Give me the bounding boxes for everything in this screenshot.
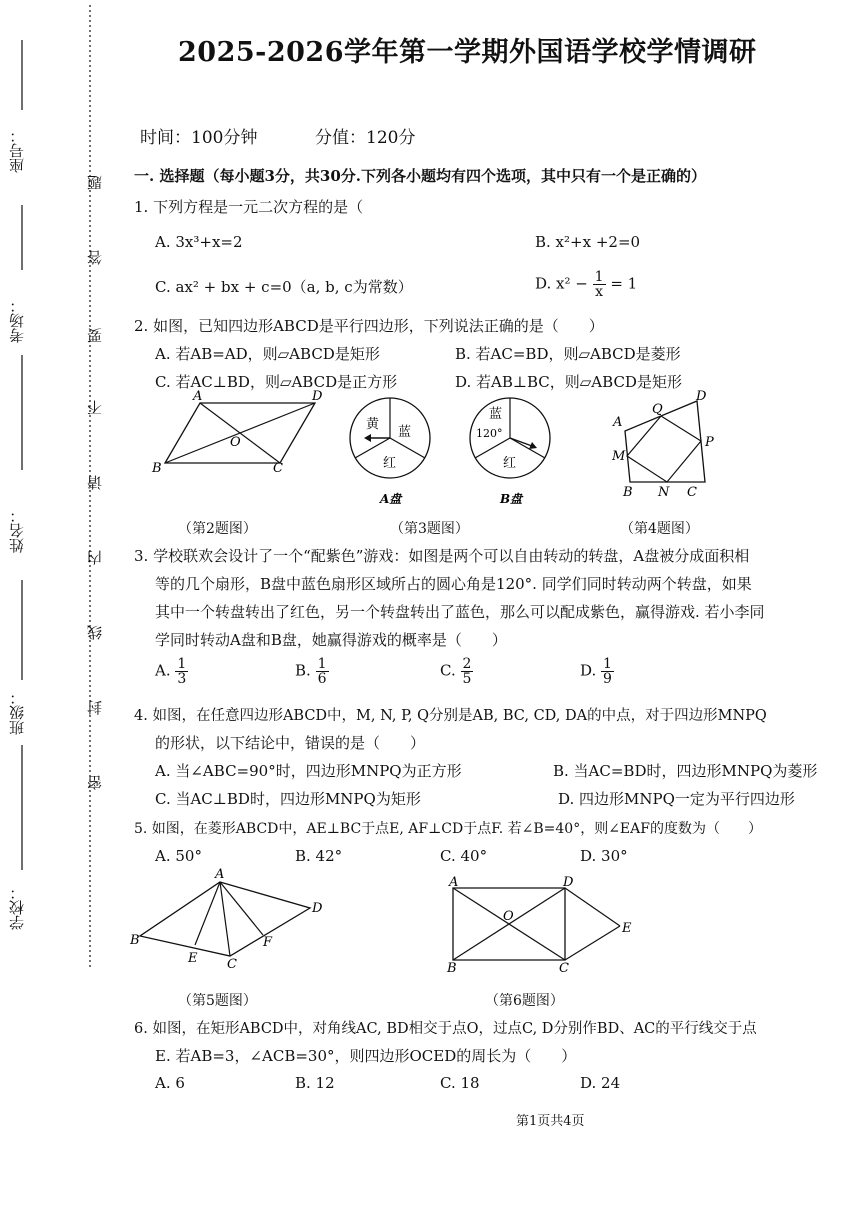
- seal-char: 密: [86, 775, 104, 790]
- figure-2-parallelogram: [151, 389, 323, 476]
- q2-stem: 2. 如图，已知四边形ABCD是平行四边形，下列说法正确的是（ ）: [134, 317, 604, 335]
- figures-row1: [140, 388, 860, 513]
- spinner-b-blue: 蓝: [489, 407, 503, 422]
- frac-den: 5: [462, 671, 472, 687]
- figure-3-spinner-b: [470, 398, 550, 506]
- fig4-label-p: P: [705, 435, 714, 450]
- figure-4-quadrilateral: [611, 389, 714, 500]
- q4-option-b: B. 当AC=BD时，四边形MNPQ为菱形: [553, 762, 818, 780]
- fig4-label-m: M: [612, 449, 626, 464]
- frac-den: x: [595, 284, 604, 300]
- q2-option-a: A. 若AB=AD，则▱ABCD是矩形: [155, 345, 380, 363]
- q1-option-b: B. x²+x +2=0: [535, 233, 641, 251]
- q4-option-d: D. 四边形MNPQ一定为平行四边形: [558, 790, 795, 808]
- q6-option-a: A. 6: [155, 1074, 185, 1092]
- fig5-label-c: C: [227, 957, 237, 972]
- fig4-label-c: C: [687, 485, 697, 500]
- seal-char: 内: [86, 550, 104, 565]
- binding-strip: [0, 0, 110, 1000]
- option-fraction: [316, 657, 329, 686]
- q6-option-b: B. 12: [295, 1074, 335, 1092]
- fig6-label-b: B: [447, 961, 457, 976]
- fig3-caption: （第3题图）: [390, 521, 469, 537]
- fig4-label-q: Q: [652, 402, 663, 417]
- q3-option-c: [440, 657, 473, 686]
- option-label: C.: [440, 661, 456, 680]
- frac-num: 1: [603, 656, 612, 672]
- spinner-b-red: 红: [503, 456, 517, 471]
- frac-num: 2: [462, 656, 472, 672]
- frac-den: 6: [317, 671, 327, 687]
- option-label: A.: [155, 661, 171, 680]
- q1-stem: 1. 下列方程是一元二次方程的是（: [134, 198, 364, 216]
- fig5-label-f: F: [263, 935, 273, 950]
- seal-char: 题: [86, 175, 104, 190]
- fig4-label-n: N: [658, 485, 670, 500]
- spinner-a-blue: 蓝: [398, 425, 412, 440]
- fig2-label-c: C: [273, 461, 283, 476]
- q5-option-b: B. 42°: [295, 847, 343, 865]
- q3-line: 其中一个转盘转出了红色，另一个转盘转出了蓝色，那么可以配成紫色，赢得游戏. 若小李同: [155, 603, 765, 621]
- fig5-caption: （第5题图）: [178, 993, 257, 1009]
- q3-option-b: [295, 657, 329, 686]
- spinner-a-name: A盘: [380, 492, 402, 506]
- section-heading: 一. 选择题（每小题3分，共30分.下列各小题均有四个选项，其中只有一个是正确的）: [134, 167, 706, 185]
- fig2-label-b: B: [152, 461, 162, 476]
- fig4-label-a: A: [613, 415, 623, 430]
- time-label: 时间：100分钟: [140, 128, 258, 148]
- q4-option-a: A. 当∠ABC=90°时，四边形MNPQ为正方形: [155, 762, 462, 780]
- fig2-label-d: D: [312, 389, 323, 404]
- q1-d-text: D. x² −: [535, 274, 588, 293]
- fig6-label-c: C: [559, 961, 569, 976]
- q3-option-d: [580, 657, 614, 686]
- figure-6-rectangle: [446, 875, 632, 976]
- q1-d-fraction: [593, 270, 606, 299]
- q3-line: 等的几个扇形，B盘中蓝色扇形区域所占的圆心角是120°. 同学们同时转动两个转盘，如果: [155, 575, 752, 593]
- fig4-caption: （第4题图）: [620, 521, 699, 537]
- fig2-label-a: A: [193, 389, 203, 404]
- q6-line: 6. 如图，在矩形ABCD中，对角线AC, BD相交于点O，过点C, D分别作BD、AC的平行线交于点: [134, 1021, 757, 1037]
- q3-line: 学同时转动A盘和B盘，她赢得游戏的概率是（ ）: [155, 631, 507, 649]
- option-label: D.: [580, 661, 597, 680]
- frac-den: 9: [603, 671, 612, 687]
- fig6-label-e: E: [622, 921, 632, 936]
- q2-option-d: D. 若AB⊥BC，则▱ABCD是矩形: [455, 373, 682, 391]
- score-label: 分值：120分: [315, 128, 416, 148]
- seal-char: 线: [86, 625, 104, 640]
- spinner-b-name: B盘: [500, 492, 523, 506]
- seal-char: 要: [86, 328, 104, 343]
- fig4-label-b: B: [623, 485, 633, 500]
- fig5-label-b: B: [130, 933, 140, 948]
- q6-line: E. 若AB=3，∠ACB=30°，则四边形OCED的周长为（ ）: [155, 1047, 577, 1065]
- seal-char: 请: [86, 475, 104, 490]
- q5-option-c: C. 40°: [440, 847, 488, 865]
- q4-line: 4. 如图，在任意四边形ABCD中，M, N, P, Q分别是AB, BC, CD, DA的中点，对于四边形MNPQ: [134, 708, 767, 724]
- spinner-a-yellow: 黄: [366, 417, 380, 432]
- q1-d-text-post: = 1: [610, 274, 638, 293]
- q5-option-d: D. 30°: [580, 847, 628, 865]
- fig4-label-d: D: [696, 389, 707, 404]
- seal-char: 封: [86, 700, 104, 715]
- fig5-label-d: D: [312, 901, 323, 916]
- q3-line: 3. 学校联欢会设计了一个“配紫色”游戏：如图是两个可以自由转动的转盘，A盘被分成面积相: [134, 547, 750, 565]
- q2-option-b: B. 若AC=BD，则▱ABCD是菱形: [455, 345, 681, 363]
- frac-num: 1: [594, 269, 604, 285]
- fig6-caption: （第6题图）: [485, 993, 564, 1009]
- figure-3-spinner-a: [350, 398, 430, 506]
- page-footer: 第1页共4页: [516, 1114, 585, 1129]
- q1-option-c: C. ax² + bx + c=0（a, b, c为常数）: [155, 278, 413, 296]
- seat-label: 座号：: [8, 128, 26, 173]
- name-label: 姓名：: [8, 508, 26, 553]
- option-fraction: [461, 657, 474, 686]
- seal-char: 答: [86, 250, 104, 265]
- fig2-label-o: O: [230, 435, 241, 450]
- school-label: 学校：: [8, 885, 26, 930]
- option-fraction: [175, 657, 188, 686]
- option-label: B.: [295, 661, 311, 680]
- spinner-a-red: 红: [383, 456, 397, 471]
- page-title: 2025-2026学年第一学期外国语学校学情调研: [178, 37, 757, 68]
- q5-stem: 5. 如图，在菱形ABCD中，AE⊥BC于点E, AF⊥CD于点F. 若∠B=40°，则∠EAF的度数为（ ）: [134, 821, 762, 837]
- fig6-label-d: D: [563, 875, 574, 890]
- frac-num: 1: [177, 656, 187, 672]
- q6-option-c: C. 18: [440, 1074, 480, 1092]
- fig5-label-a: A: [215, 868, 225, 882]
- q4-option-c: C. 当AC⊥BD时，四边形MNPQ为矩形: [155, 790, 421, 808]
- fig5-label-e: E: [188, 951, 198, 966]
- frac-den: 3: [177, 671, 187, 687]
- q4-line: 的形状，以下结论中，错误的是（ ）: [155, 734, 426, 752]
- q2-option-c: C. 若AC⊥BD，则▱ABCD是正方形: [155, 373, 398, 391]
- fig2-caption: （第2题图）: [178, 521, 257, 537]
- seal-char: 不: [86, 400, 104, 415]
- q5-option-a: A. 50°: [155, 847, 202, 865]
- room-label: 考场：: [8, 298, 26, 343]
- figures-row2: [125, 868, 645, 983]
- class-label: 班级：: [8, 690, 26, 735]
- option-fraction: [601, 657, 614, 686]
- fig6-label-o: O: [503, 909, 514, 924]
- q3-option-a: [155, 657, 188, 686]
- q1-option-d: [535, 270, 637, 299]
- fig6-label-a: A: [449, 875, 459, 890]
- frac-num: 1: [317, 656, 327, 672]
- figure-5-rhombus: [129, 868, 323, 972]
- q1-option-a: A. 3x³+x=2: [155, 233, 243, 251]
- spinner-b-angle: 120°: [476, 427, 503, 440]
- q6-option-d: D. 24: [580, 1074, 621, 1092]
